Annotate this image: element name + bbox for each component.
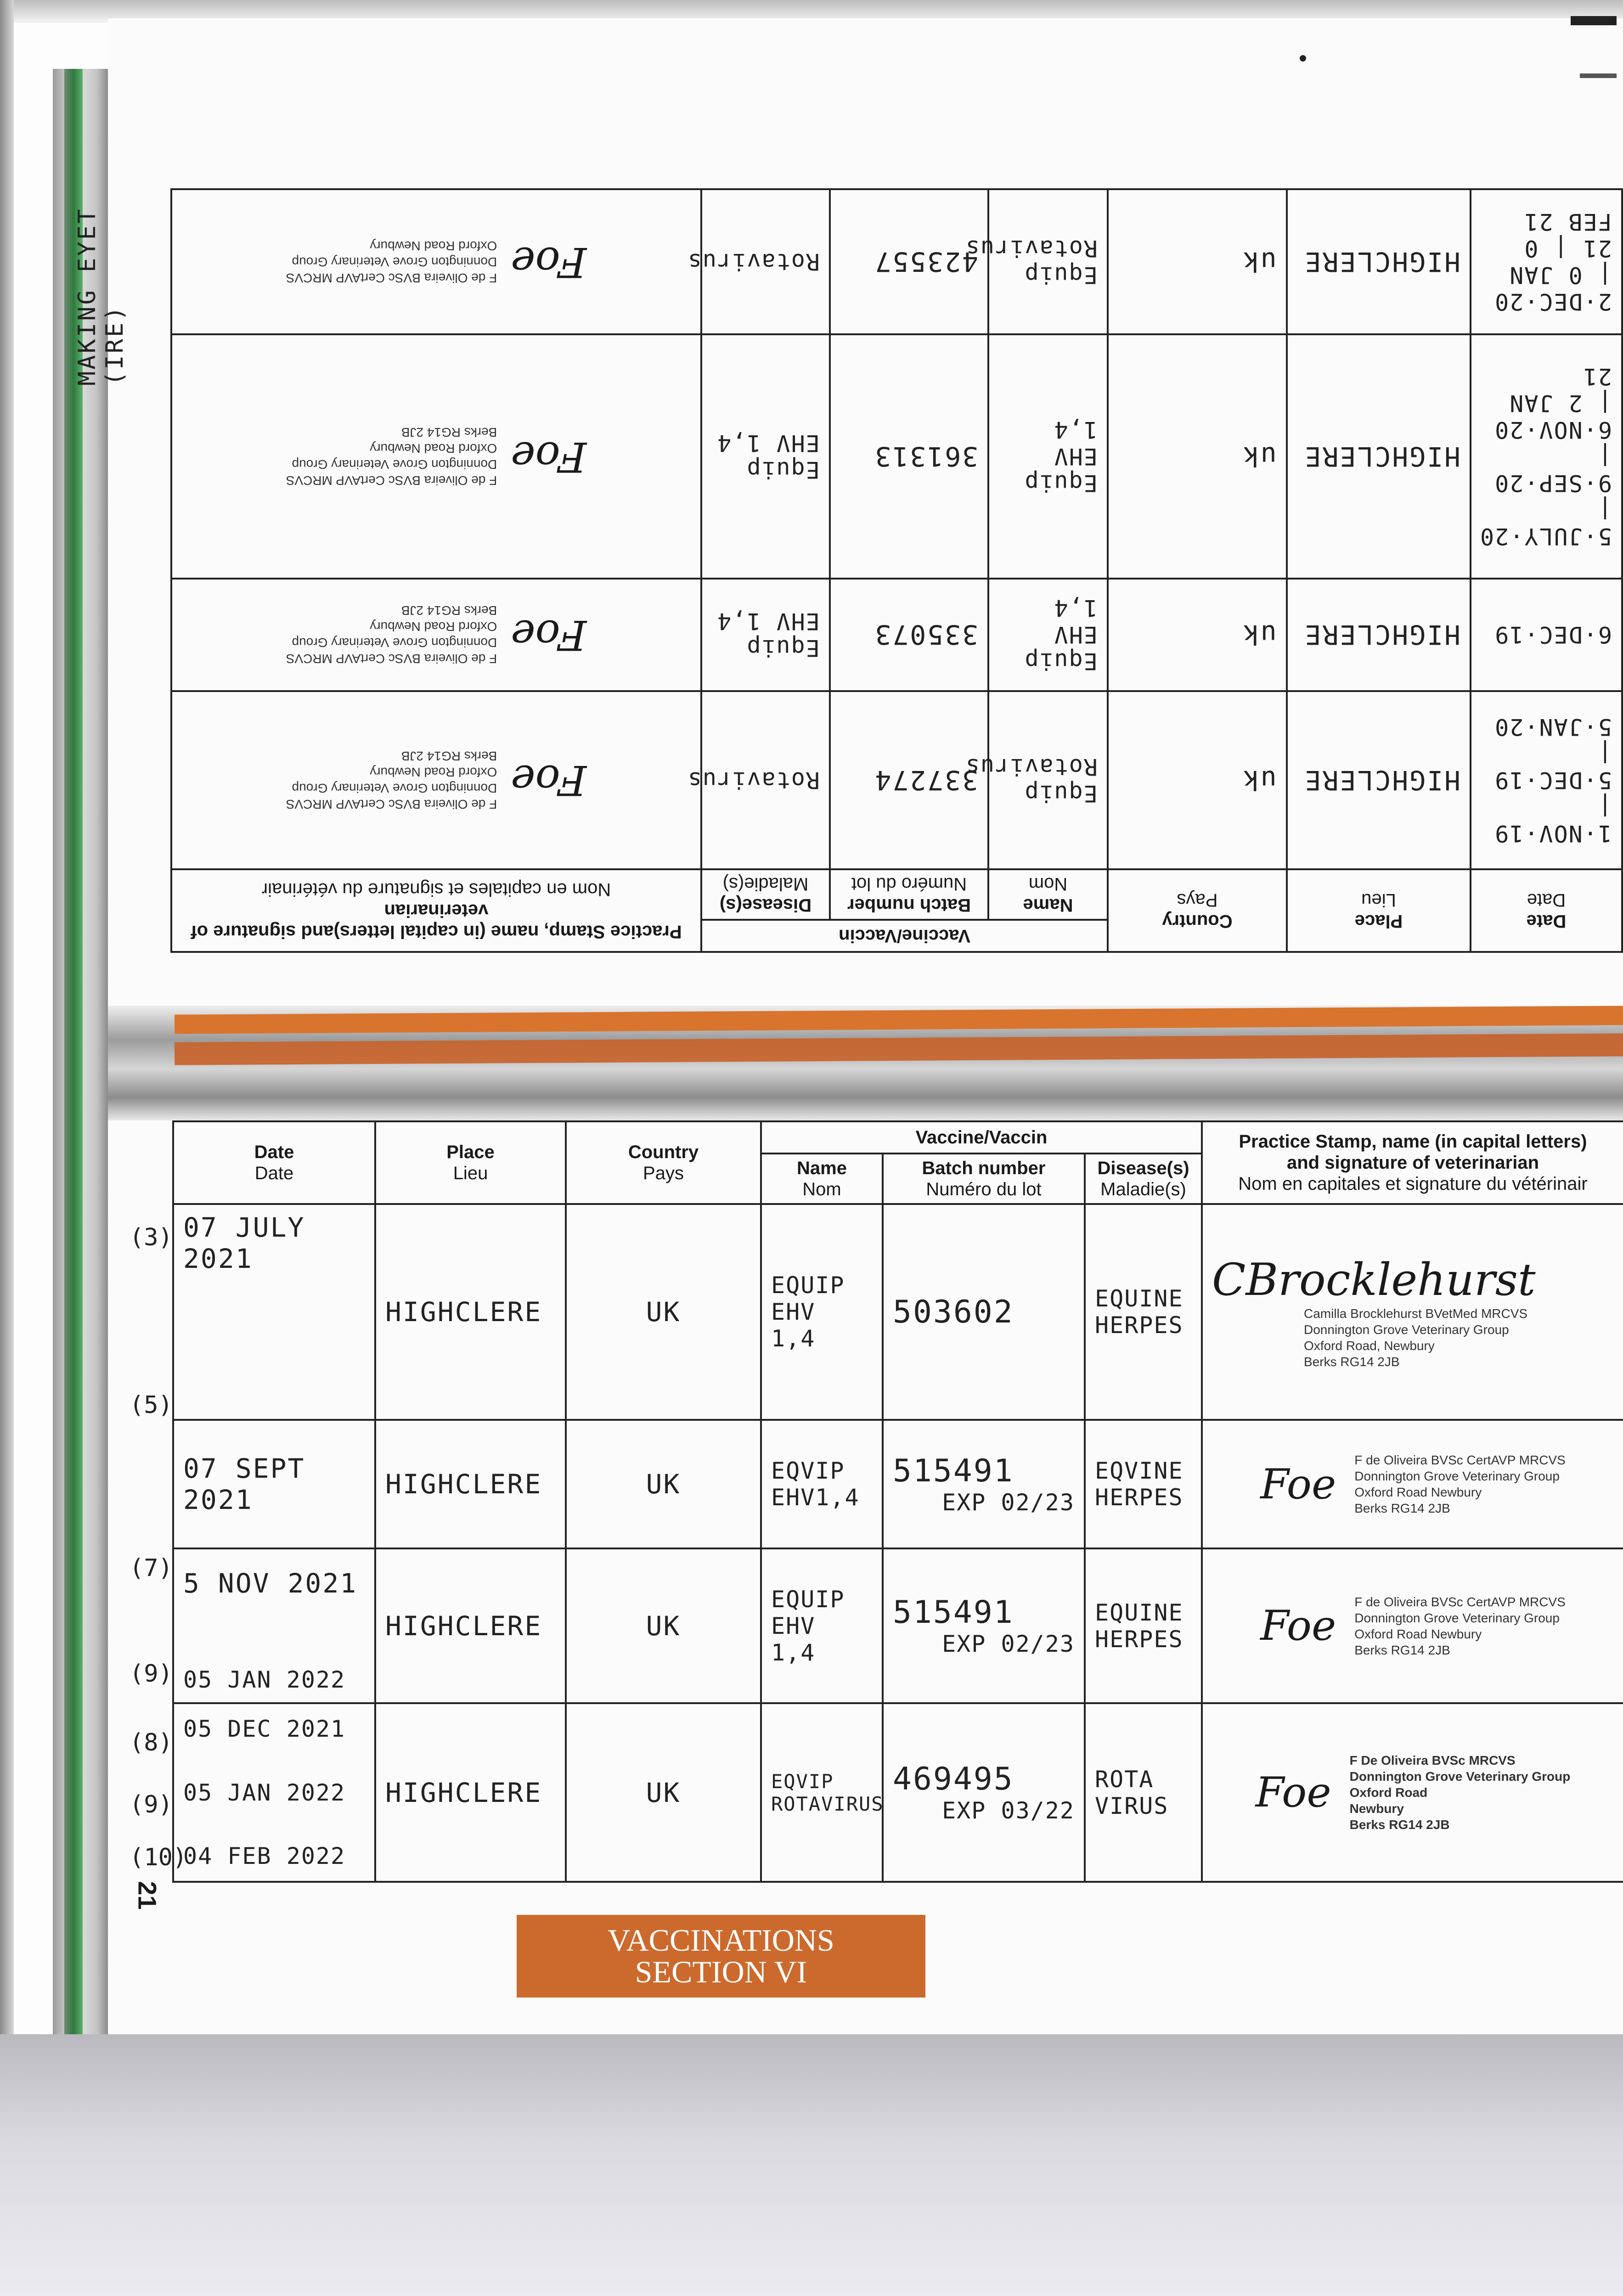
- signature: Foe: [1260, 1602, 1336, 1650]
- practice-stamp: F de Oliveira BVSc CertAVP MRCVS Donnington Grove Veterinary Group Oxford Road Newbury Berks RG14 2JB: [1354, 1453, 1566, 1516]
- vaccine-name: EQUIP EHV 1,4: [771, 1586, 845, 1666]
- vaccine-name: EQUIP EHV 1,4: [771, 1272, 845, 1352]
- row-number: (9): [130, 1791, 173, 1818]
- header-practice-stamp: Practice Stamp, name (in capital letters) and signature of veterinarian Nom en capitales et signature du vétérinair: [1202, 1121, 1623, 1204]
- header-disease: Disease(s) Maladie(s): [1085, 1154, 1202, 1204]
- signature: Foe: [1260, 1460, 1336, 1508]
- scanner-shadow: [0, 2034, 1623, 2296]
- practice-stamp: Camilla Brocklehurst BVetMed MRCVS Donnington Grove Veterinary Group Oxford Road, Newbury Berks RG14 2JB: [1304, 1306, 1528, 1369]
- vaccination-date: 05 DEC 2021: [183, 1716, 346, 1743]
- upside-down-vaccination-table: [172, 188, 1623, 953]
- scan-left-edge: [0, 0, 14, 2048]
- side-note-handwritten: MAKING EYET (IRE): [73, 207, 129, 386]
- signature: Foe: [511, 610, 587, 659]
- header-name: Name Nom: [988, 869, 1108, 920]
- disease: EQUINE HERPES: [1095, 1599, 1183, 1653]
- row-number: (10): [130, 1844, 187, 1871]
- vaccination-country: UK: [646, 1469, 681, 1500]
- table-row: 6·DEC·19 HIGHCLERE uk Equip EHV 1,4 335073 Equip EHV 1,4 Foe F de Oliveira BVSc CertAVP MRCVS Donnington Grove Veterinary Group Oxford Road Newbury Berks RG14 2JB: [171, 579, 1622, 691]
- vaccination-date: 07 JULY 2021: [183, 1212, 305, 1274]
- disease: ROTA VIRUS: [1095, 1766, 1169, 1819]
- corner-mark-small: [1580, 73, 1617, 78]
- corner-mark: [1571, 16, 1617, 25]
- vaccination-place: HIGHCLERE: [385, 1296, 542, 1328]
- vaccination-place: HIGHCLERE: [385, 1469, 542, 1500]
- section-title-box: [517, 1915, 925, 1998]
- signature: Foe: [511, 432, 587, 481]
- table-row: 5·JULY·20 | 9·SEP·20 | 6·NOV·20 | 2 JAN 21 HIGHCLERE uk Equip EHV 1,4 361313 Equip EHV 1,4 Foe F de Oliveira BVSc CertAVP MRCVS Donnington Grove Veterinary Group Oxford Road Newbury Berks RG14 2JB: [171, 335, 1622, 579]
- header-batch: Batch number Numéro du lot: [883, 1154, 1085, 1204]
- vaccine-name: EQVIP EHV1,4: [771, 1458, 860, 1511]
- header-date: Date Date: [173, 1121, 375, 1204]
- vaccination-country: UK: [646, 1296, 681, 1328]
- vaccination-place: HIGHCLERE: [385, 1610, 542, 1642]
- batch-number: 469495: [893, 1761, 1014, 1798]
- vaccination-date-booster: 05 JAN 2022: [183, 1666, 346, 1694]
- batch-expiry: EXP 03/22: [942, 1797, 1075, 1824]
- header-place: Place Lieu: [1287, 869, 1471, 952]
- vaccination-date-booster: 05 JAN 2022: [183, 1779, 346, 1806]
- vaccination-date: 07 SEPT 2021: [183, 1453, 305, 1516]
- vaccination-date-booster-2: 04 FEB 2022: [183, 1842, 346, 1869]
- vaccination-country: UK: [646, 1777, 681, 1808]
- section-title: VACCINATIONS: [608, 1922, 834, 1958]
- header-vaccine-group: Vaccine/Vaccin: [701, 920, 1108, 952]
- signature: Foe: [1255, 1768, 1331, 1817]
- header-disease: Disease(s) Maladie(s): [701, 869, 830, 920]
- batch-expiry: EXP 02/23: [942, 1631, 1075, 1658]
- batch-number: 503602: [893, 1294, 1014, 1330]
- practice-stamp: F de Oliveira BVSc CertAVP MRCVS Donnington Grove Veterinary Group Oxford Road Newbury Berks RG14 2JB: [286, 425, 497, 488]
- practice-stamp: F De Oliveira BVSc MRCVS Donnington Grove Veterinary Group Oxford Road Newbury Berks RG14 2JB: [1349, 1753, 1571, 1832]
- section-subtitle: SECTION VI: [635, 1954, 807, 1989]
- vaccination-country: UK: [646, 1610, 681, 1642]
- table-row: [173, 1204, 1623, 1420]
- speck: [1300, 55, 1306, 62]
- table-row: [173, 1420, 1623, 1548]
- row-number: (3): [130, 1224, 173, 1251]
- disease: EQUINE HERPES: [1095, 1285, 1183, 1339]
- vaccination-date: 5 NOV 2021: [183, 1567, 358, 1599]
- disease: EQVINE HERPES: [1095, 1458, 1183, 1511]
- header-place: Place Lieu: [375, 1121, 566, 1204]
- practice-stamp: F de Oliveira BVSc CertAVP MRCVS Donnington Grove Veterinary Group Oxford Road Newbury Berks RG14 2JB: [286, 748, 497, 811]
- signature: Foe: [511, 756, 587, 805]
- vaccination-place: HIGHCLERE: [385, 1777, 542, 1808]
- batch-expiry: EXP 02/23: [942, 1489, 1075, 1516]
- signature: Foe: [511, 237, 587, 286]
- header-name: Name Nom: [761, 1154, 883, 1204]
- table-row: 1·NOV·19 | 5·DEC·19 | 5·JAN·20 HIGHCLERE uk Equip Rotavirus 337274 Rotavirus Foe F de Oliveira BVSc CertAVP MRCVS Donnington Grove Veterinary Group Oxford Road Newbury Berks RG14 2JB: [171, 691, 1622, 869]
- vaccine-name: EQVIP ROTAVIRUS: [771, 1770, 884, 1815]
- header-date: Date Date: [1471, 869, 1622, 952]
- header-batch: Batch number Numéro du lot: [830, 869, 988, 920]
- practice-stamp: F de Oliveira BVSc CertAVP MRCVS Donnington Grove Veterinary Group Oxford Road Newbury: [286, 238, 497, 285]
- row-number: (7): [130, 1554, 173, 1582]
- header-practice-stamp: Practice Stamp, name (in capital letters)and signature of veterinarian Nom en capitales et signature du vétérinair: [171, 869, 701, 952]
- signature: CBrocklehurst: [1212, 1254, 1536, 1306]
- practice-stamp: F de Oliveira BVSc CertAVP MRCVS Donnington Grove Veterinary Group Oxford Road Newbury Berks RG14 2JB: [286, 603, 497, 666]
- table-row: [173, 1703, 1623, 1882]
- vaccination-table: [172, 1120, 1623, 1883]
- table-row: 2·DEC·20 | 0 JAN 21 | 0 FEB 21 HIGHCLERE uk Equip Rotavirus 423557 Rotavirus Foe F de Oliveira BVSc CertAVP MRCVS Donnington Grove Veterinary Group Oxford Road Newbury: [171, 189, 1622, 335]
- header-vaccine-group: Vaccine/Vaccin: [761, 1121, 1202, 1154]
- practice-stamp: F de Oliveira BVSc CertAVP MRCVS Donnington Grove Veterinary Group Oxford Road Newbury Berks RG14 2JB: [1354, 1594, 1566, 1657]
- header-country: Country Pays: [1108, 869, 1287, 952]
- batch-number: 515491: [893, 1594, 1014, 1631]
- header-country: Country Pays: [566, 1121, 761, 1204]
- page-number: 21: [133, 1881, 162, 1910]
- row-number: (8): [130, 1729, 173, 1756]
- row-number: (9): [130, 1660, 173, 1688]
- row-number: (5): [130, 1391, 173, 1419]
- table-row: [173, 1548, 1623, 1703]
- batch-number: 515491: [893, 1452, 1014, 1489]
